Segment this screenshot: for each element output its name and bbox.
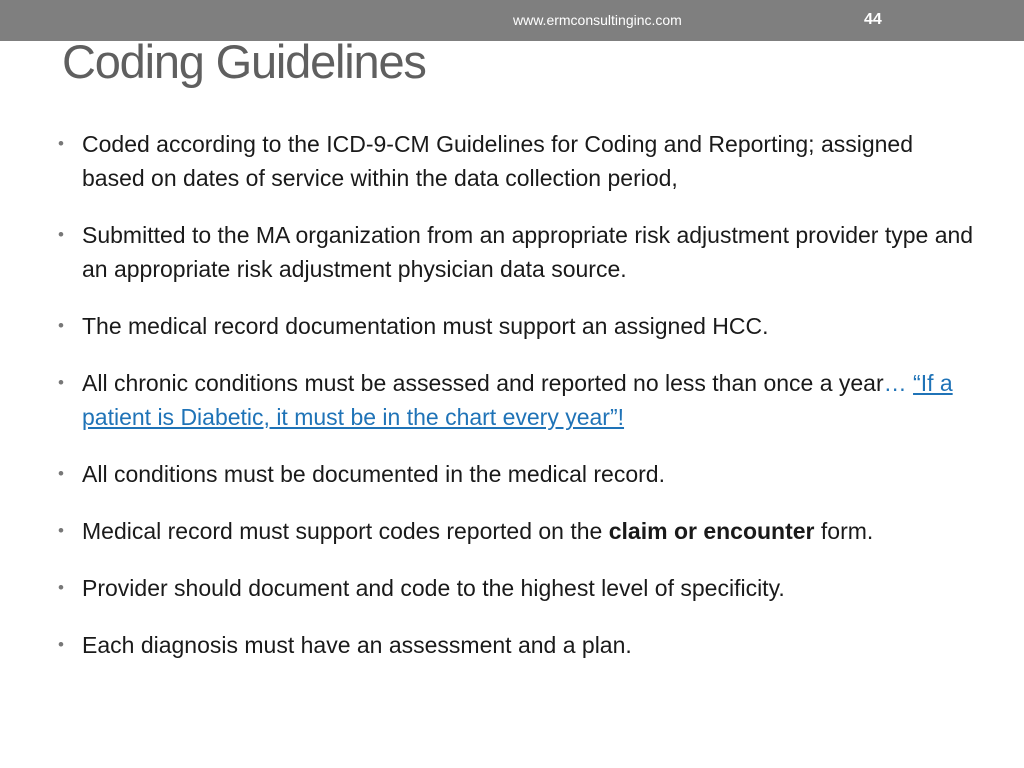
diabetic-quote-link[interactable]: “If a patient is Diabetic, it must be in the chart every year”!: [82, 370, 953, 430]
ellipsis-text: …: [883, 370, 914, 396]
bullet-dot-icon: •: [58, 373, 64, 392]
bullet-item: [58, 366, 978, 434]
bullet-item: [58, 309, 978, 343]
bullet-text: Medical record must support codes reported on the: [82, 518, 609, 544]
bullet-text: All conditions must be documented in the medical record.: [82, 461, 665, 487]
bullet-text-end: form.: [814, 518, 874, 544]
bullet-dot-icon: •: [58, 578, 64, 597]
bullet-item: [58, 457, 978, 491]
bullet-text: All chronic conditions must be assessed and reported no less than once a year: [82, 370, 884, 396]
bullet-item: [58, 628, 978, 662]
bullet-dot-icon: •: [58, 134, 64, 153]
bullet-dot-icon: •: [58, 316, 64, 335]
bullet-text: Each diagnosis must have an assessment and a plan.: [82, 632, 632, 658]
bullet-item: [58, 218, 978, 286]
bullet-list: [58, 127, 978, 685]
bullet-item: [58, 514, 978, 548]
bullet-text: Submitted to the MA organization from an appropriate risk adjustment provider type and an appropriate risk adjustment physician data source.: [82, 222, 974, 282]
bullet-item: [58, 127, 978, 195]
bullet-dot-icon: •: [58, 464, 64, 483]
slide-number: 44: [864, 11, 882, 28]
bullet-text: The medical record documentation must support an assigned HCC.: [82, 313, 769, 339]
bullet-text: Coded according to the ICD-9-CM Guidelines for Coding and Reporting; assigned based on dates of service within the data collection period,: [82, 131, 914, 191]
bullet-text: Provider should document and code to the highest level of specificity.: [82, 575, 785, 601]
bullet-dot-icon: •: [58, 521, 64, 540]
bullet-item: [58, 571, 978, 605]
bullet-dot-icon: •: [58, 225, 64, 244]
slide-title: Coding Guidelines: [62, 35, 426, 88]
website-url: www.ermconsultinginc.com: [513, 12, 682, 28]
bold-text: claim or encounter: [608, 518, 815, 544]
bullet-dot-icon: •: [58, 635, 64, 654]
